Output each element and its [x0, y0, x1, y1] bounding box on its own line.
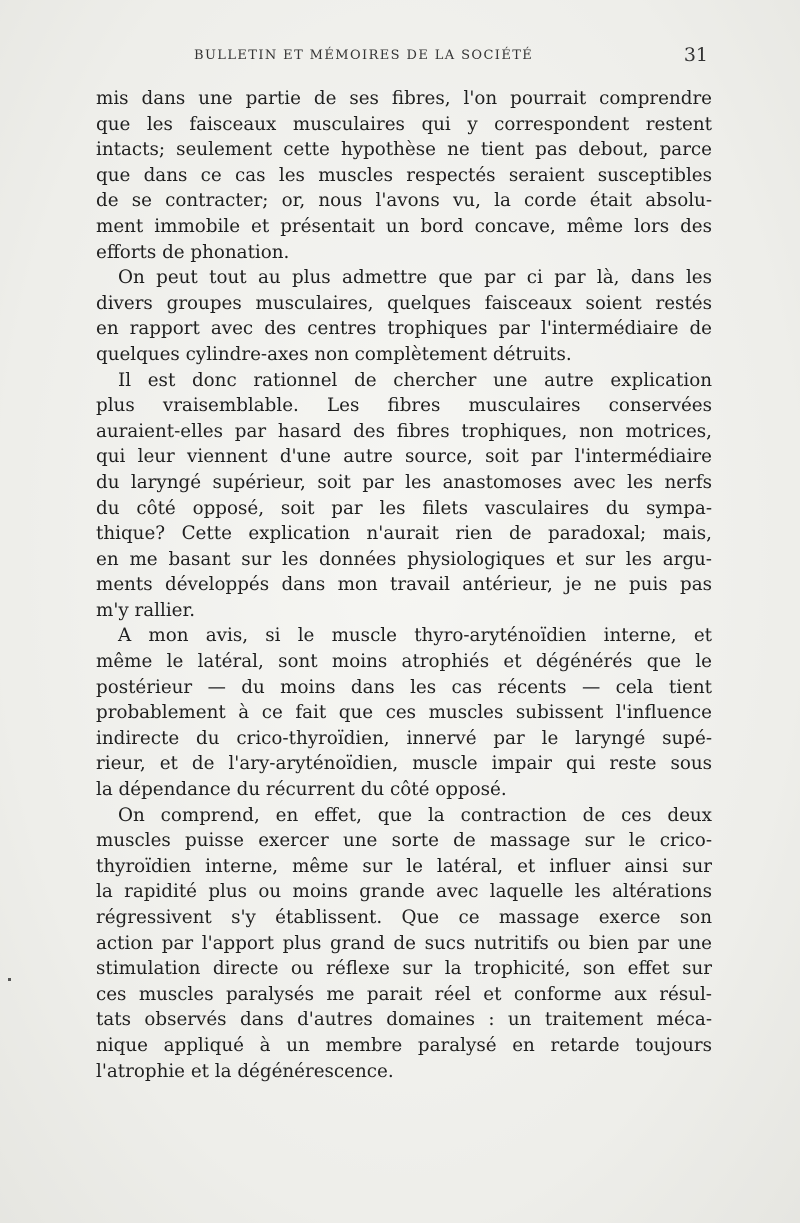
text-line: efforts de phonation. — [96, 241, 290, 263]
text-line: tats observés dans d'autres domaines : un traitement méca- — [96, 1009, 712, 1031]
text-line: quelques cylindre-axes non complètement détruits. — [96, 343, 572, 365]
text-line: qui leur viennent d'une autre source, soit par l'intermédiaire — [96, 446, 712, 468]
text-line: même le latéral, sont moins atrophiés et dégénérés que le — [96, 651, 712, 673]
text-line: mis dans une partie de ses fibres, l'on pourrait comprendre — [96, 88, 712, 109]
text-line: du côté opposé, soit par les filets vasculaires du sympa- — [96, 497, 712, 519]
text-line: de se contracter; or, nous l'avons vu, la corde était absolu- — [96, 190, 712, 212]
paragraph-start: On peut tout au plus admettre que par ci par là, dans les — [118, 267, 712, 289]
text-line: que dans ce cas les muscles respectés seraient susceptibles — [96, 164, 712, 186]
text-line: du laryngé supérieur, soit par les anastomoses avec les nerfs — [96, 471, 712, 493]
text-line: intacts; seulement cette hypothèse ne tient pas debout, parce — [96, 139, 712, 161]
text-line: ments développés dans mon travail antérieur, je ne puis pas — [96, 574, 712, 596]
text-line: plus vraisemblable. Les fibres musculaires conservées — [96, 395, 712, 417]
text-line: stimulation directe ou réflexe sur la trophicité, son effet sur — [96, 958, 712, 980]
text-line: l'atrophie et la dégénérescence. — [96, 1060, 394, 1082]
text-line: régressivent s'y établissent. Que ce massage exerce son — [96, 907, 712, 928]
page-number: 31 — [683, 44, 708, 66]
margin-speck — [8, 978, 11, 981]
paragraph-start: A mon avis, si le muscle thyro-aryténoïdien interne, et — [118, 625, 712, 647]
text-line: rieur, et de l'ary-aryténoïdien, muscle impair qui reste sous — [96, 753, 712, 775]
text-line: muscles puisse exercer une sorte de massage sur le crico- — [96, 830, 712, 852]
text-line: auraient-elles par hasard des fibres trophiques, non motrices, — [96, 420, 712, 442]
text-line: probablement à ce fait que ces muscles subissent l'influence — [96, 702, 712, 724]
text-line: la dépendance du récurrent du côté opposé. — [96, 779, 507, 801]
text-line: thique? Cette explication n'aurait rien de paradoxal; mais, — [96, 523, 712, 545]
text-line: postérieur — du moins dans les cas récents — cela tient — [96, 676, 712, 698]
text-line: en rapport avec des centres trophiques par l'intermédiaire de — [96, 318, 712, 340]
paragraph-start: On comprend, en effet, que la contraction de ces deux — [118, 804, 712, 826]
text-line: en me basant sur les données physiologiques et sur les argu- — [96, 548, 712, 570]
text-line: divers groupes musculaires, quelques faisceaux soient restés — [96, 292, 712, 314]
text-line: nique appliqué à un membre paralysé en retarde toujours — [96, 1034, 712, 1056]
running-head: BULLETIN ET MÉMOIRES DE LA SOCIÉTÉ — [194, 48, 534, 63]
text-line: m'y rallier. — [96, 599, 196, 621]
body-text — [96, 86, 712, 1084]
text-line: indirecte du crico-thyroïdien, innervé par le laryngé supé- — [96, 727, 712, 749]
paragraph-start: Il est donc rationnel de chercher une autre explication — [118, 369, 712, 391]
text-line: ment immobile et présentait un bord concave, même lors des — [96, 215, 712, 237]
text-line: ces muscles paralysés me parait réel et conforme aux résul- — [96, 983, 712, 1005]
text-line: que les faisceaux musculaires qui y correspondent restent — [96, 113, 712, 135]
text-line: la rapidité plus ou moins grande avec laquelle les altérations — [96, 881, 712, 903]
text-line: action par l'apport plus grand de sucs nutritifs ou bien par une — [96, 932, 712, 954]
text-line: thyroïdien interne, même sur le latéral, et influer ainsi sur — [96, 855, 712, 877]
page-header — [98, 44, 710, 70]
